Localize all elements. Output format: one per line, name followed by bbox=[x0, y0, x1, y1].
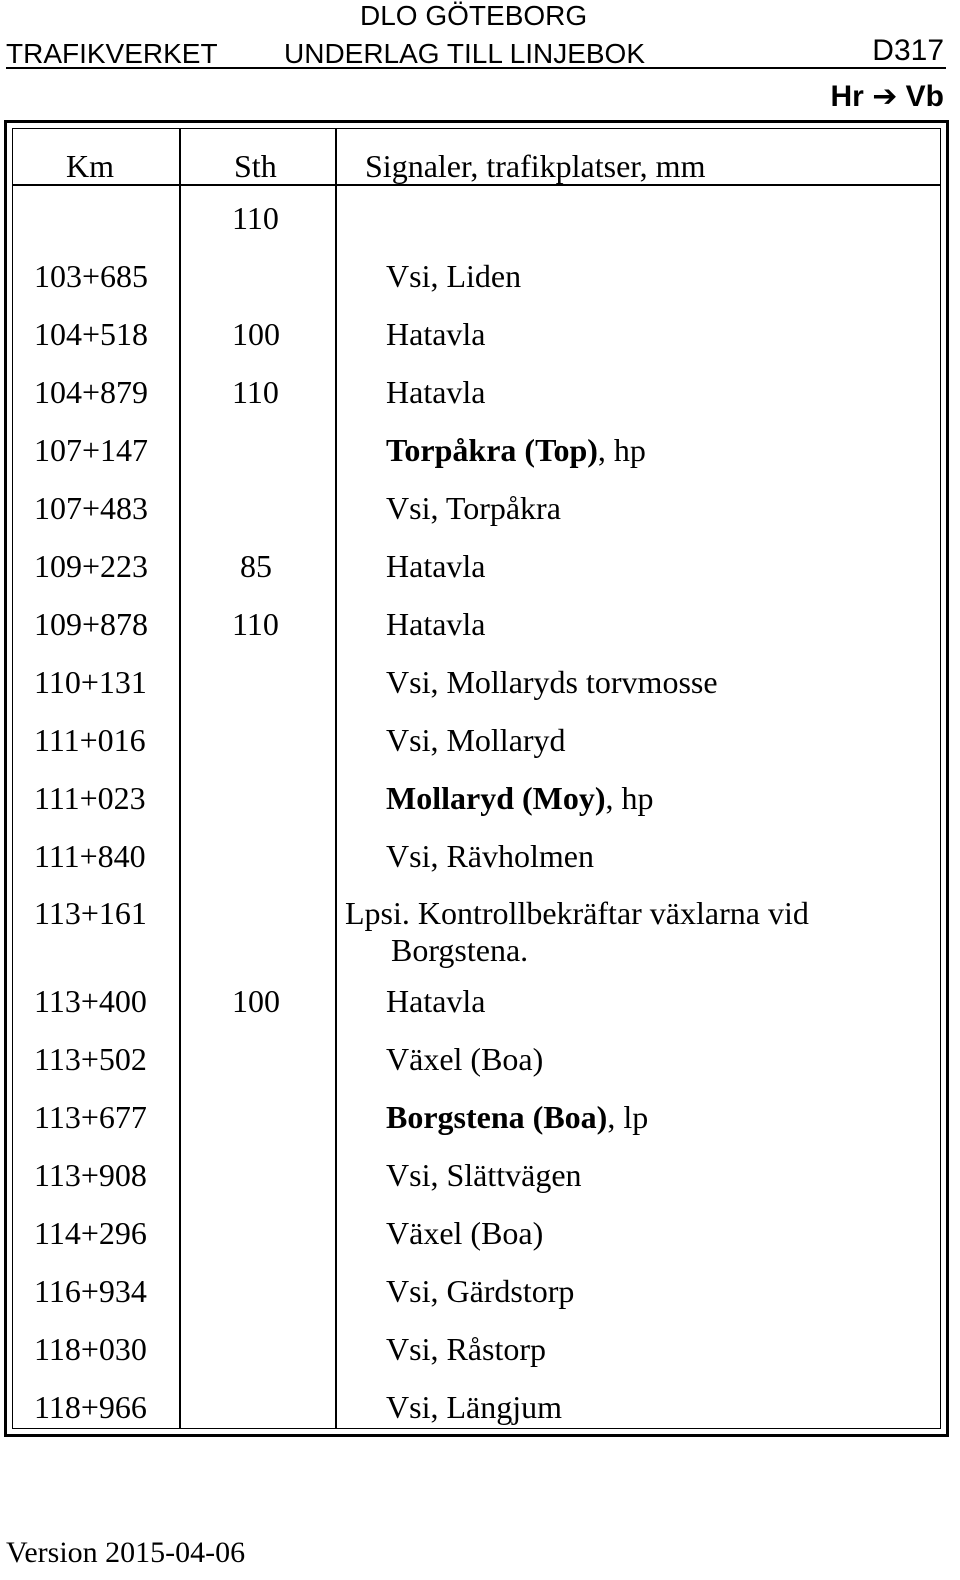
signal-cell: Hatavla bbox=[386, 316, 486, 352]
km-cell: 113+400 bbox=[34, 983, 147, 1019]
header-rule bbox=[6, 67, 946, 69]
signal-cell-continuation: Borgstena. bbox=[391, 932, 529, 968]
signal-cell: Hatavla bbox=[386, 374, 486, 410]
sth-cell: 110 bbox=[232, 374, 279, 410]
station-cell bbox=[386, 434, 646, 466]
signal-cell: Hatavla bbox=[386, 548, 486, 584]
station-name: Borgstena (Boa) bbox=[386, 1099, 608, 1135]
office-name: DLO GÖTEBORG bbox=[360, 0, 588, 31]
station-name: Mollaryd (Moy) bbox=[386, 780, 606, 816]
organization-name: TRAFIKVERKET bbox=[6, 38, 218, 69]
km-cell: 118+966 bbox=[34, 1389, 147, 1425]
station-type: , hp bbox=[605, 780, 654, 816]
km-cell: 113+908 bbox=[34, 1157, 147, 1193]
sth-cell: 110 bbox=[232, 606, 279, 642]
km-cell: 104+518 bbox=[34, 316, 149, 352]
document-title: UNDERLAG TILL LINJEBOK bbox=[284, 38, 646, 69]
km-cell: 114+296 bbox=[34, 1215, 147, 1251]
column-header-km: Km bbox=[66, 148, 114, 184]
signal-cell: Vsi, Liden bbox=[386, 258, 522, 294]
sth-cell: 100 bbox=[232, 316, 280, 352]
column-divider-km bbox=[179, 129, 181, 1428]
sth-cell: 85 bbox=[240, 548, 272, 584]
signal-cell: Hatavla bbox=[386, 983, 486, 1019]
signal-cell: Lpsi. Kontrollbekräftar växlarna vid bbox=[345, 895, 809, 931]
km-cell: 111+016 bbox=[34, 722, 146, 758]
km-cell: 113+677 bbox=[34, 1099, 147, 1135]
signal-cell: Vsi, Gärdstorp bbox=[386, 1273, 575, 1309]
header-row-rule bbox=[13, 184, 940, 186]
signal-cell: Vsi, Slättvägen bbox=[386, 1157, 582, 1193]
signal-cell: Växel (Boa) bbox=[386, 1041, 544, 1077]
column-header-sth: Sth bbox=[234, 148, 277, 184]
km-cell: 113+502 bbox=[34, 1041, 147, 1077]
signal-cell: Vsi, Torpåkra bbox=[386, 490, 561, 526]
km-cell: 109+878 bbox=[34, 606, 149, 642]
station-name: Torpåkra (Top) bbox=[386, 432, 598, 468]
km-cell: 104+879 bbox=[34, 374, 149, 410]
km-cell: 109+223 bbox=[34, 548, 149, 584]
station-cell bbox=[386, 782, 654, 814]
station-type: , lp bbox=[607, 1099, 649, 1135]
km-cell: 110+131 bbox=[34, 664, 147, 700]
route-direction: Hr ➔ Vb bbox=[830, 80, 944, 113]
signal-cell: Hatavla bbox=[386, 606, 486, 642]
signal-cell: Växel (Boa) bbox=[386, 1215, 544, 1251]
km-cell: 111+840 bbox=[34, 838, 146, 874]
version-label: Version 2015-04-06 bbox=[6, 1536, 246, 1569]
document-code: D317 bbox=[872, 34, 944, 67]
signal-cell: Vsi, Längjum bbox=[386, 1389, 562, 1425]
km-cell: 107+483 bbox=[34, 490, 149, 526]
km-cell: 113+161 bbox=[34, 895, 147, 931]
signal-cell: Vsi, Mollaryd bbox=[386, 722, 566, 758]
signal-cell: Vsi, Mollaryds torvmosse bbox=[386, 664, 718, 700]
initial-speed: 110 bbox=[232, 200, 279, 236]
km-cell: 118+030 bbox=[34, 1331, 147, 1367]
station-cell bbox=[386, 1101, 648, 1133]
km-cell: 111+023 bbox=[34, 780, 146, 816]
signal-cell: Vsi, Råstorp bbox=[386, 1331, 546, 1367]
km-cell: 103+685 bbox=[34, 258, 149, 294]
sth-cell: 100 bbox=[232, 983, 280, 1019]
km-cell: 107+147 bbox=[34, 432, 149, 468]
column-header-signals: Signaler, trafikplatser, mm bbox=[365, 148, 706, 184]
signal-cell: Vsi, Rävholmen bbox=[386, 838, 594, 874]
km-cell: 116+934 bbox=[34, 1273, 147, 1309]
station-type: , hp bbox=[597, 432, 646, 468]
column-divider-sth bbox=[335, 129, 337, 1428]
